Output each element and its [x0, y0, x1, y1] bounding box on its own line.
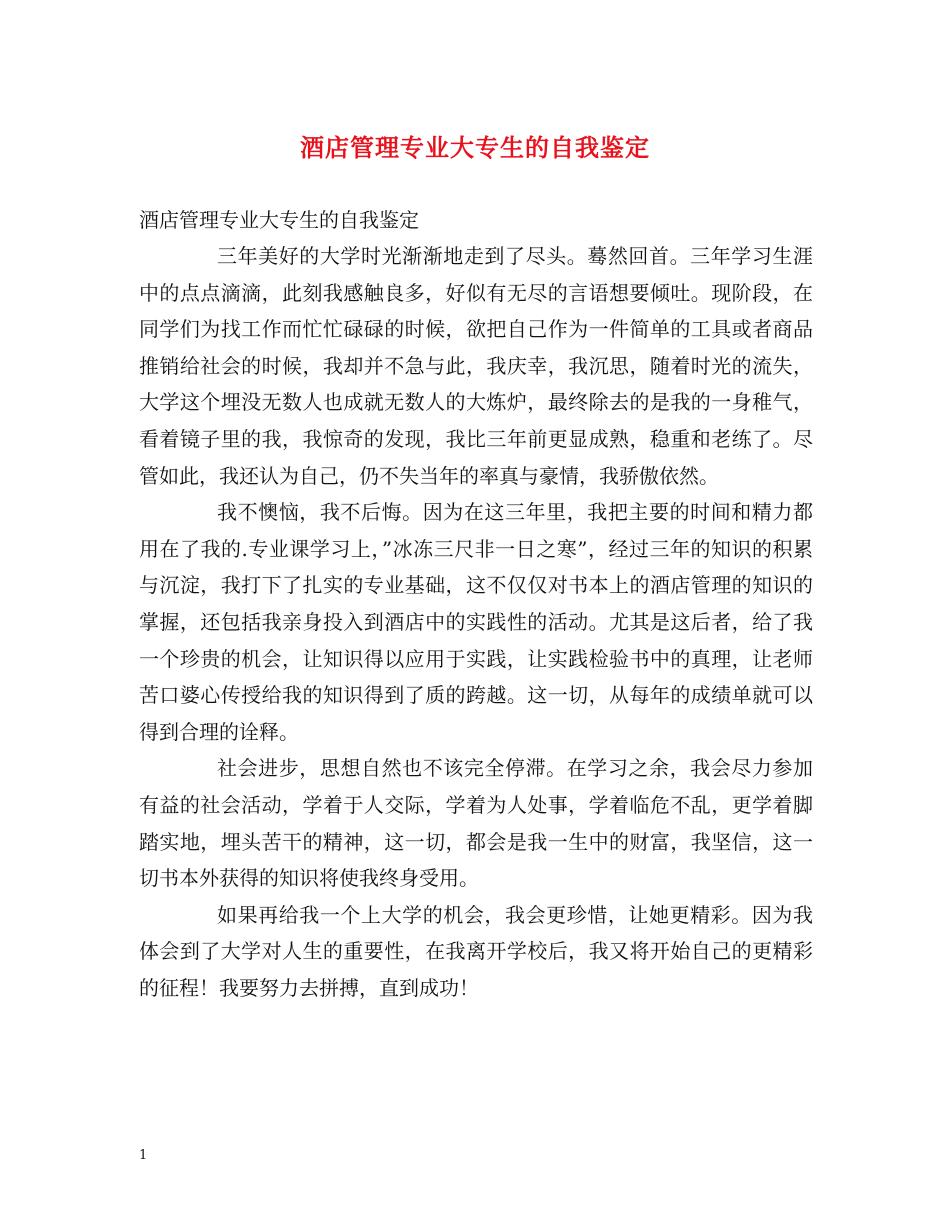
- paragraph-4: 如果再给我一个上大学的机会，我会更珍惜，让她更精彩。因为我体会到了大学对人生的重要性，在我离开学校后，我又将开始自己的更精彩的征程！我要努力去拼搏，直到成功！: [139, 902, 813, 1000]
- document-subtitle: 酒店管理专业大专生的自我鉴定: [139, 208, 419, 232]
- paragraph-3: 社会进步，思想自然也不该完全停滞。在学习之余，我会尽力参加有益的社会活动，学着于人交际，学着为人处事，学着临危不乱，更学着脚踏实地，埋头苦干的精神，这一切，都会是我一生中的财富，我坚信，这一切书本外获得的知识将使我终身受用。: [139, 756, 813, 891]
- paragraph-2: 我不懊恼，我不后悔。因为在这三年里，我把主要的时间和精力都用在了我的.专业课学习上，”冰冻三尺非一日之寒”，经过三年的知识的积累与沉淀，我打下了扎实的专业基础，这不仅仅对书本上的酒店管理的知识的掌握，还包括我亲身投入到酒店中的实践性的活动。尤其是这后者，给了我一个珍贵的机会，让知识得以应用于实践，让实践检验书中的真理，让老师苦口婆心传授给我的知识得到了质的跨越。这一切，从每年的成绩单就可以得到合理的诠释。: [139, 500, 813, 744]
- document-body: [139, 238, 813, 1006]
- document-title: 酒店管理专业大专生的自我鉴定: [300, 133, 650, 162]
- paragraph-1: 三年美好的大学时光渐渐地走到了尽头。蓦然回首。三年学习生涯中的点点滴滴，此刻我感触良多，好似有无尽的言语想要倾吐。现阶段，在同学们为找工作而忙忙碌碌的时候，欲把自己作为一件简单的工具或者商品推销给社会的时候，我却并不急与此，我庆幸，我沉思，随着时光的流失，大学这个埋没无数人也成就无数人的大炼炉，最终除去的是我的一身稚气，看着镜子里的我，我惊奇的发现，我比三年前更显成熟，稳重和老练了。尽管如此，我还认为自己，仍不失当年的率真与豪情，我骄傲依然。: [139, 244, 813, 488]
- page-number: 1: [139, 1148, 148, 1163]
